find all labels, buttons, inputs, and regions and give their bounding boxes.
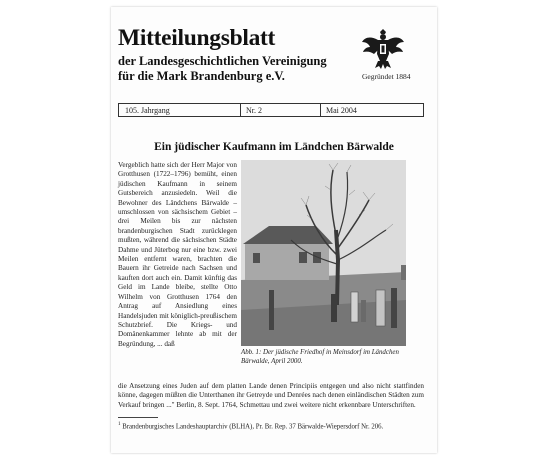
- issue-volume: 105. Jahrgang: [125, 106, 170, 115]
- article-headline: Ein jüdischer Kaufmann im Ländchen Bärwalde: [154, 141, 394, 153]
- issue-number: Nr. 2: [246, 106, 262, 115]
- issue-bar-divider: [320, 104, 321, 116]
- newsletter-subtitle-line2: für die Mark Brandenburg e.V.: [118, 69, 285, 83]
- footnote: [118, 420, 424, 431]
- issue-bar-divider: [240, 104, 241, 116]
- article-continuation-text: die Ansetzung eines Juden auf dem platten Lande denen Principiis entgegen und also nicht stattfinden könne, dagegen müßten die Unterthanen ihr Getreyde und Denrées nach denen einländischen Städten zum Verkauf bringen ..." Berlin, 8. Sept. 1764, Schmettau und zwei weitere nicht erkennbare Unterschriften.: [118, 382, 424, 409]
- footnote-rule: [118, 417, 158, 418]
- photo-caption: Abb. 1: Der jüdische Friedhof in Meinsdorf im Ländchen Bärwalde, April 2000.: [241, 349, 399, 365]
- newsletter-page: [111, 7, 437, 453]
- article-body-text: Vergeblich hatte sich der Herr Major von Grotthusen (1722–1796) bemüht, einen jüdischen Kaufmann in seinem Gutsbereich anzusiedeln. Weil die Bewohner des Ländchens Bärwalde – umschlossen von sächsischem Gebiet – drei Meilen bis zur nächsten brandenburgischen Stadt zurücklegen mußten, während die sächsischen Städte Dahme und Jüterbog nur eine bzw. zwei Meilen entfernt waren, brachten die Bauern ihr Getreide nach Sachsen und kauften dort auch ein. Damit künftig das Geld im Lande bleibe, stellte Otto Wilhelm von Grotthusen 1764 den Antrag auf Ansiedlung eines Handelsjuden mit königlich-preußischem Schutzbrief. Die Kriegs- und Domänenkammer lehnte ab mit der Begründung, ... daß: [118, 161, 237, 348]
- newsletter-subtitle-line1: der Landesgeschichtlichen Vereinigung: [118, 54, 327, 68]
- newsletter-title: Mitteilungsblatt: [118, 25, 276, 51]
- issue-info-bar: [118, 103, 424, 117]
- founded-note: Gegründet 1884: [362, 72, 411, 81]
- issue-date: Mai 2004: [326, 106, 357, 115]
- footnote-marker: 1: [118, 422, 121, 427]
- footnote-text: Brandenburgisches Landeshauptarchiv (BLHA), Pr. Br. Rep. 37 Bärwalde-Wiepersdorf Nr. 206.: [122, 423, 384, 431]
- eagle-coat-of-arms-icon: [361, 28, 405, 70]
- cemetery-photo: [241, 160, 406, 346]
